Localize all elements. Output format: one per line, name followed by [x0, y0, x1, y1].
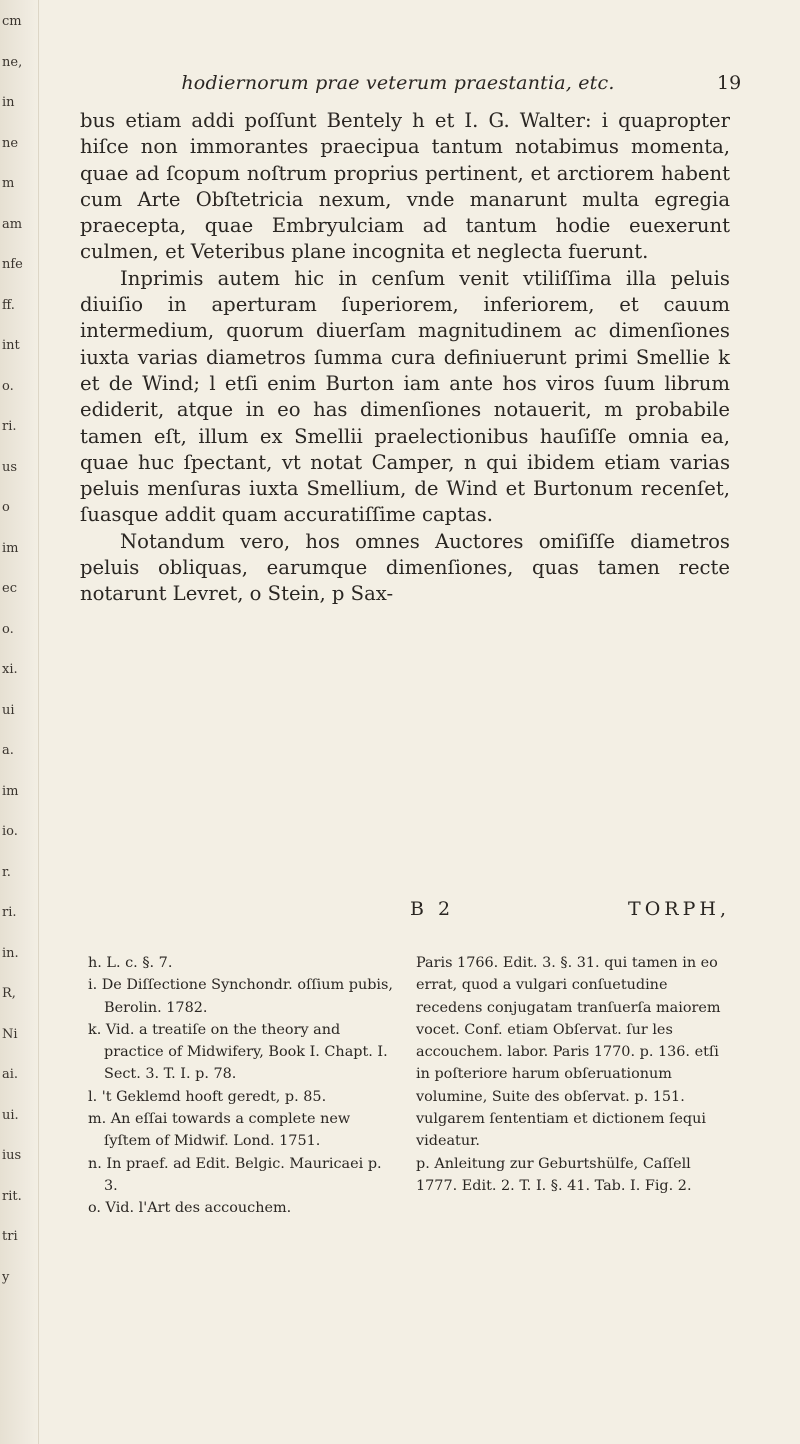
catchword: TORPH, — [628, 898, 730, 920]
gutter-fragment: ec — [2, 581, 17, 596]
gutter-fragment: o. — [2, 621, 14, 637]
gutter-fragment: o. — [2, 378, 14, 394]
catchword-line — [80, 898, 730, 920]
gutter-fragment: a. — [2, 743, 14, 758]
gutter-fragment: ui — [2, 702, 15, 718]
gutter-fragment: int — [2, 338, 20, 353]
gutter-fragment: ne — [2, 135, 19, 151]
running-head: hodiernorum prae veterum praestantia, etc. — [181, 72, 615, 94]
footnote: p. Anleitung zur Geburtshülfe, Caſſell 1777. Edit. 2. T. I. §. 41. Tab. I. Fig. 2. — [416, 1155, 692, 1194]
paragraph-2: Inprimis autem hic in cenſum venit vtiliſſima illa peluis diuiſio in aperturam ſuperiorem, inferiorem, et cauum intermedium, quorum diuerſam magnitudinem ac dimenſiones iuxta varias diametros ſumma cura definiuerunt primi Smellie k et de Wind; l etſi enim Burton iam ante hos viros ſuum librum ediderit, atque in eo has dimenſiones notauerit, m probabile tamen eſt, illum ex Smellii praelectionibus hauſiſſe omnia ea, quae huc ſpectant, vt notat Camper, n qui ibidem etiam varias peluis menſuras iuxta Smellium, de Wind et Burtonum recenſet, ſuasque addit quam accuratiſſime captas. — [80, 266, 730, 527]
page-number: 19 — [717, 72, 742, 94]
gutter-fragment: rit. — [2, 1188, 22, 1204]
footnote: n. In praef. ad Edit. Belgic. Mauricaei p. 3. — [88, 1155, 382, 1194]
gutter-fragment: o — [2, 500, 10, 515]
footnote: i. De Diſſectione Synchondr. oſſium pubis, Berolin. 1782. — [88, 977, 393, 1016]
gutter-fragment: ui. — [2, 1107, 19, 1123]
gutter-fragment: us — [2, 459, 18, 475]
gutter-fragment: ne, — [2, 54, 23, 70]
footnote: o. Vid. l'Art des accouchem. — [88, 1200, 292, 1217]
gutter-fragment: xi. — [2, 662, 18, 677]
gutter-fragment: ff. — [2, 297, 15, 313]
gutter-fragment: cm — [2, 14, 22, 29]
paragraph-3: Notandum vero, hos omnes Auctores omiſiſſe diametros peluis obliquas, earumque dimenſiones, quas tamen recte notarunt Levret, o Stein, p Sax- — [80, 529, 730, 606]
paragraph-1: bus etiam addi poſſunt Bentely h et I. G. Walter: i quapropter hiſce non immorantes praecipua tantum notabimus momenta, quae ad ſcopum noſtrum proprius pertinent, et arctiorem habent cum Arte Obſtetricia nexum, vnde manarunt multa egregia praecepta, quae Embryulciam ad tantum hodie euexerunt culmen, et Veteribus plane incognita et neglecta fuerunt. — [80, 109, 730, 264]
main-text — [80, 108, 730, 608]
signature-mark: B 2 — [410, 898, 455, 920]
gutter-fragment: ri. — [2, 419, 17, 434]
gutter-fragment: in — [2, 95, 15, 110]
gutter-fragment: Ni — [2, 1026, 18, 1042]
adjacent-page-edge — [0, 0, 39, 1444]
gutter-fragment: ai. — [2, 1067, 19, 1082]
footnote: m. An eſſai towards a complete new ſyſtem of Midwif. Lond. 1751. — [88, 1111, 351, 1150]
footnote: k. Vid. a treatiſe on the theory and practice of Midwifery, Book I. Chapt. I. Sect. 3. T. I. p. 78. — [88, 1021, 388, 1083]
gutter-fragment: im — [2, 783, 19, 799]
gutter-fragment: m — [2, 176, 15, 191]
footnote: h. L. c. §. 7. — [88, 955, 173, 971]
gutter-fragment: io. — [2, 824, 18, 839]
footnote: l. 't Geklemd hooft geredt, p. 85. — [88, 1088, 327, 1105]
gutter-fragment: am — [2, 216, 23, 232]
gutter-fragment: ri. — [2, 905, 17, 920]
footnotes-left-column — [88, 952, 398, 1220]
footnotes-right-column — [416, 952, 734, 1197]
gutter-fragment: nfe — [2, 257, 23, 272]
gutter-fragment: tri — [2, 1229, 18, 1244]
footnote: Paris 1766. Edit. 3. §. 31. qui tamen in eo errat, quod a vulgari conſuetudine recedens conjugatam tranſuerſa maiorem vocet. Conf. etiam Obſervat. ſur les accouchem. labor. Paris 1770. p. 136. etſi in poſteriore harum obſeruationum volumine, Suite des obſervat. p. 151. vulgarem ſententiam et dictionem ſequi videatur. — [416, 955, 721, 1150]
gutter-fragment: y — [2, 1269, 10, 1285]
gutter-fragment: R, — [2, 986, 16, 1001]
gutter-fragment: in. — [2, 945, 19, 961]
gutter-fragment: im — [2, 540, 19, 556]
gutter-fragment: r. — [2, 864, 11, 880]
gutter-fragment: ius — [2, 1148, 22, 1163]
